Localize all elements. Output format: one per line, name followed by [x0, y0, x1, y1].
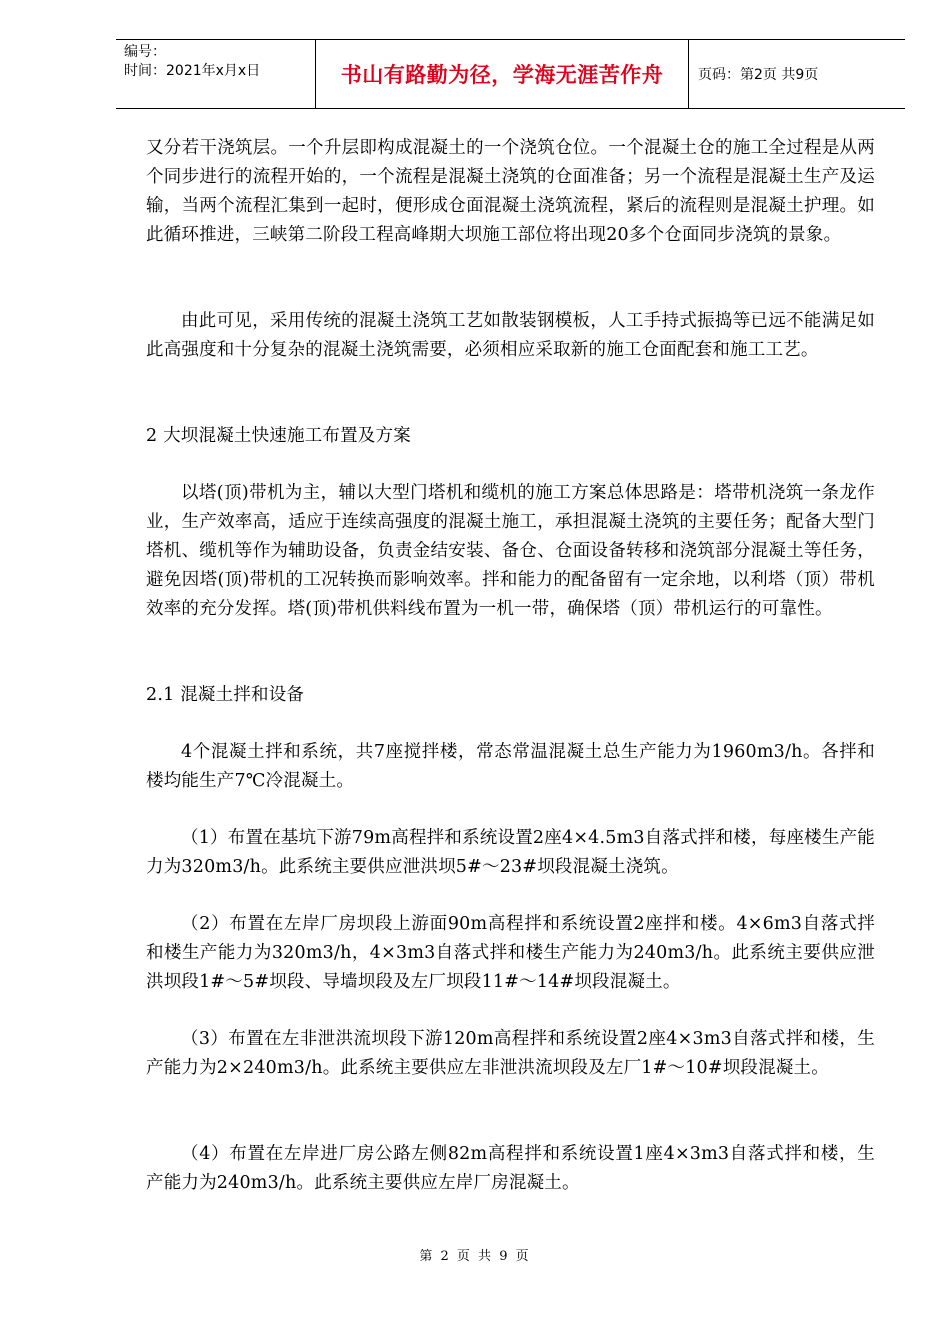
header-motto: 书山有路勤为径，学海无涯苦作舟 [315, 40, 689, 108]
page-footer: 第 2 页 共 9 页 [419, 1249, 531, 1264]
body-paragraph: （2）布置在左岸厂房坝段上游面90m高程拌和系统设置2座拌和楼。4×6m3自落式拌和楼生产能力为320m3/h，4×3m3自落式拌和楼生产能力为240m3/h。此系统主要供应泄洪坝段1#～5#坝段、导墙坝段及左厂坝段11#～14#坝段混凝土。 [146, 914, 875, 992]
section-heading: 2 大坝混凝土快速施工布置及方案 [146, 426, 411, 446]
body-paragraph: （4）布置在左岸进厂房公路左侧82m高程拌和系统设置1座4×3m3自落式拌和楼，生产能力为240m3/h。此系统主要供应左岸厂房混凝土。 [146, 1144, 875, 1193]
header-meta [116, 40, 315, 108]
page-header [116, 39, 905, 109]
body-paragraph: 以塔(顶)带机为主，辅以大型门塔机和缆机的施工方案总体思路是：塔带机浇筑一条龙作业，生产效率高，适应于连续高强度的混凝土施工，承担混凝土浇筑的主要任务；配备大型门塔机、缆机等作为辅助设备，负责金结安装、备仓、仓面设备转移和浇筑部分混凝土等任务，避免因塔(顶)带机的工况转换而影响效率。拌和能力的配备留有一定余地，以利塔（顶）带机效率的充分发挥。塔(顶)带机供料线布置为一机一带，确保塔（顶）带机运行的可靠性。 [146, 483, 875, 619]
subsection-heading: 2.1 混凝土拌和设备 [146, 685, 305, 705]
document-date: 时间：2021年x月x日 [124, 63, 261, 79]
body-paragraph: 4个混凝土拌和系统，共7座搅拌楼，常态常温混凝土总生产能力为1960m3/h。各拌和楼均能生产7℃冷混凝土。 [146, 742, 875, 791]
header-page-number: 页码：第2页 共9页 [698, 67, 819, 83]
body-paragraph: （1）布置在基坑下游79m高程拌和系统设置2座4×4.5m3自落式拌和楼，每座楼生产能力为320m3/h。此系统主要供应泄洪坝5#～23#坝段混凝土浇筑。 [146, 828, 875, 877]
body-paragraph: （3）布置在左非泄洪流坝段下游120m高程拌和系统设置2座4×3m3自落式拌和楼，生产能力为2×240m3/h。此系统主要供应左非泄洪流坝段及左厂1#～10#坝段混凝土。 [146, 1029, 875, 1078]
body-paragraph: 由此可见，采用传统的混凝土浇筑工艺如散装钢模板，人工手持式振捣等已远不能满足如此高强度和十分复杂的混凝土浇筑需要，必须相应采取新的施工仓面配套和施工工艺。 [146, 311, 875, 360]
document-number: 编号： [124, 44, 166, 60]
body-paragraph: 又分若干浇筑层。一个升层即构成混凝土的一个浇筑仓位。一个混凝土仓的施工全过程是从两个同步进行的流程开始的，一个流程是混凝土浇筑的仓面准备；另一个流程是混凝土生产及运输，当两个流程汇集到一起时，便形成仓面混凝土浇筑流程，紧后的流程则是混凝土护理。如此循环推进，三峡第二阶段工程高峰期大坝施工部位将出现20多个仓面同步浇筑的景象。 [146, 138, 875, 245]
